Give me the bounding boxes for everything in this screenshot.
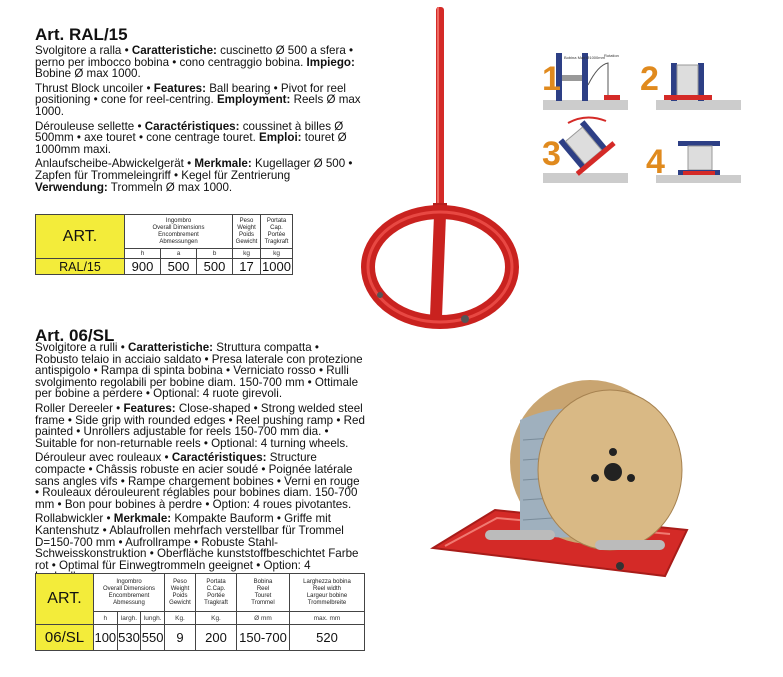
model-cell: RAL/15	[36, 259, 125, 275]
art-header: ART.	[36, 215, 125, 259]
unit-cell: max. mm	[290, 612, 365, 625]
unit-cell: lungh.	[141, 612, 165, 625]
roller-dereeler-image	[425, 380, 695, 585]
product2-desc-en: Roller Dereeler • Features: Close-shaped • Strong welded steel frame • Side grip with rounded edges • Reel pushing ramp • Red painted • Unrollers adjustable for reels 150-700 mm dia. • Suitable for non-returnable reels • Optional: 4 turning wheels.	[35, 401, 365, 450]
unit-cell: Kg.	[196, 612, 237, 625]
diagram-inset-label: Bobina Max Ø1000mm	[564, 55, 605, 60]
unit-cell: Kg.	[165, 612, 196, 625]
product1-desc-en: Thrust Block uncoiler • Features: Ball bearing • Pivot for reel positioning • cone for reel-centring. Employment: Reels Ø max 1000.	[35, 81, 361, 118]
product1-desc-it: Svolgitore a ralla • Caratteristiche: cuscinetto Ø 500 a sfera • perno per imbocco bobina • cono centraggio bobina. Impiego: Bobine Ø max 1000.	[35, 44, 355, 81]
dimensions-header: Ingombro Overall Dimensions Encombrement Abmessungen	[125, 215, 233, 249]
diagram-inset-label: Rotation	[604, 53, 619, 58]
unit-cell: h	[94, 612, 118, 625]
weight-header: Peso Weight Poids Gewicht	[233, 215, 261, 249]
table-cell: 200	[196, 625, 237, 651]
product2-description	[35, 342, 365, 586]
product2-spec-table	[35, 573, 365, 651]
step-number: 1	[542, 60, 561, 98]
unit-cell: h	[125, 249, 161, 259]
table-cell: 100	[94, 625, 118, 651]
product1-desc-de: Anlaufscheibe-Abwickelgerät • Merkmale: Kugellager Ø 500 • Zapfen für Trommeleingriff • Kegel für Zentrierung Verwendung: Trommeln Ø max 1000.	[35, 157, 353, 194]
unit-cell: Ø mm	[237, 612, 290, 625]
table-cell: 1000	[262, 259, 291, 274]
table-cell: 900	[125, 259, 161, 275]
product1-description	[35, 45, 365, 196]
step-number: 3	[542, 135, 561, 173]
table-cell: 550	[141, 625, 165, 651]
table-cell: 150-700	[237, 625, 290, 651]
table-cell: 500	[161, 259, 197, 275]
art-header: ART.	[36, 574, 94, 625]
table-cell: 530	[117, 625, 141, 651]
product2-desc-de: Rollabwickler • Merkmale: Kompakte Bauform • Griffe mit Kantenshutz • Ablaufrollen mehrfach verstellbar für Trommel D=150-700 mm • Aufrollrampe • Robuste Stahl-Schweisskonstruktion • Oberfläche kunststoffbeschichtet Farbe rot • Optimal für Einwegtrommeln geeignet • Option: 4	[35, 512, 359, 572]
dimensions-header: Ingombro Overall Dimensions Encombrement Abmessung	[94, 574, 165, 612]
product1-title: Art. RAL/15	[35, 25, 128, 44]
reel-width-header: Larghezza bobina Reel width Largeur bobine Trommelbreite	[290, 574, 365, 612]
unit-cell: kg	[261, 249, 293, 259]
product2-title: Art. 06/SL	[35, 326, 115, 345]
product2-desc-fr: Dérouleur avec rouleaux • Caractéristiques: Structure compacte • Châssis robuste en acier soudé • Poignée latérale sans angles vifs • Rampe chargement bobines • Verni en rouge • Rouleaux dérouleurent réglables pour bobines diam. 150-700 mm • Bon pour bobines à perdre • Option: 4 roues pivotantes.	[35, 451, 360, 511]
table-cell: 9	[165, 625, 196, 651]
mounting-diagrams	[538, 45, 773, 190]
step-number: 2	[640, 60, 659, 98]
capacity-header: Portata Cap. Portée Tragkraft	[261, 215, 293, 249]
model-cell: 06/SL	[36, 625, 94, 651]
product2-desc-it: Svolgitore a rulli • Caratteristiche: Struttura compatta • Robusto telaio in acciaio saldato • Presa laterale con protezione antispigolo • Rampa di spinta bobina • Verniciato rosso • Rulli svolgimento regolabili per bobine diam. 150-700 mm • Ottimale per bobine a perdere • Optional: 4 ruote girevoli.	[35, 341, 363, 401]
unit-cell: a	[161, 249, 197, 259]
reel-header: Bobina Reel Touret Trommel	[237, 574, 290, 612]
weight-header: Peso Weight Poids Gewicht	[165, 574, 196, 612]
product1-spec-table	[35, 214, 293, 275]
thrust-block-image	[360, 5, 530, 331]
product1-desc-fr: Dérouleuse sellette • Caractéristiques: coussinet à billes Ø 500mm • axe touret • cone centrage touret. Emploi: touret Ø 1000mm maxi.	[35, 119, 347, 156]
capacity-header: Portata C.Cap. Portée Tragkraft	[196, 574, 237, 612]
unit-cell: b	[197, 249, 233, 259]
table-cell: 520	[290, 625, 365, 651]
table-cell: 500	[197, 259, 233, 275]
table-cell: 17	[233, 259, 261, 275]
unit-cell: largh.	[117, 612, 141, 625]
unit-cell: kg	[233, 249, 261, 259]
step-number: 4	[646, 143, 665, 181]
